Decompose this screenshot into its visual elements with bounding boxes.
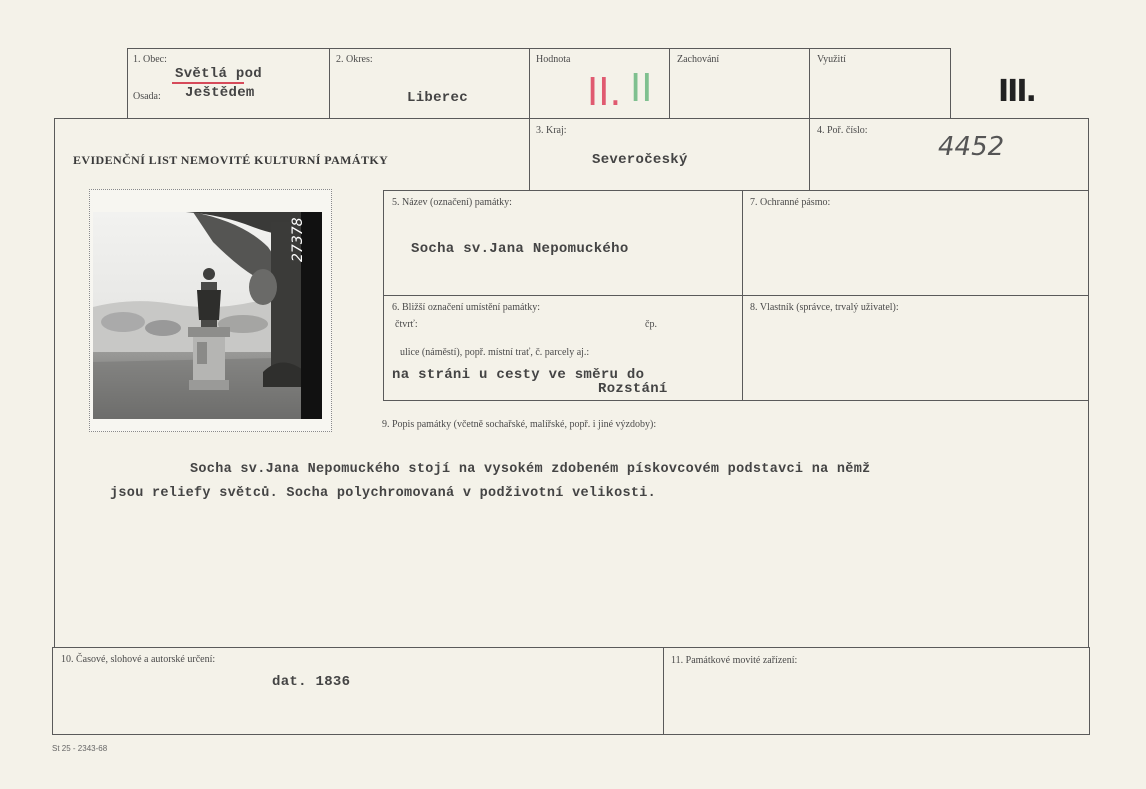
- form-title: EVIDENČNÍ LIST NEMOVITÉ KULTURNÍ PAMÁTKY: [73, 153, 389, 167]
- okres-value: Liberec: [407, 90, 468, 106]
- ctvrt-label: čtvrť:: [395, 319, 418, 330]
- hodnota-green-stamp: II: [630, 66, 653, 110]
- kraj-value: Severočeský: [592, 152, 688, 168]
- zachovani-label: Zachování: [677, 54, 720, 65]
- photo-neg-number: 27378: [290, 217, 306, 262]
- kraj-label: 3. Kraj:: [536, 125, 567, 136]
- category-mark: III.: [998, 74, 1035, 109]
- hodnota-label: Hodnota: [536, 54, 571, 65]
- popis-line1: Socha sv.Jana Nepomuckého stojí na vysokém zdobeném pískovcovém podstavci na němž: [190, 462, 871, 477]
- obec-underline: [172, 82, 244, 84]
- por-cislo-value: 4452: [938, 132, 1005, 162]
- monument-photo: [93, 212, 322, 419]
- popis-label: 9. Popis památky (včetně sochařské, malířské, popř. i jiné výzdoby):: [382, 419, 657, 430]
- ochranne-pasmo-label: 7. Ochranné pásmo:: [750, 197, 831, 208]
- nazev-label: 5. Název (označení) památky:: [392, 197, 512, 208]
- ulice-label: ulice (náměstí), popř. místní trať, č. parcely aj.:: [400, 347, 590, 358]
- umisteni-label: 6. Bližší označení umístění památky:: [392, 302, 541, 313]
- obec-value: Světlá pod: [175, 66, 263, 82]
- osada-label: Osada:: [133, 91, 161, 102]
- umisteni-value-line1: na stráni u cesty ve směru do: [392, 367, 645, 383]
- okres-label: 2. Okres:: [336, 54, 373, 65]
- urceni-value: dat. 1836: [272, 674, 351, 690]
- nazev-value: Socha sv.Jana Nepomuckého: [411, 241, 629, 257]
- vyuziti-label: Využití: [817, 54, 846, 65]
- hodnota-red-stamp: II.: [587, 70, 622, 114]
- cp-label: čp.: [645, 319, 657, 330]
- urceni-label: 10. Časové, slohové a autorské určení:: [61, 654, 216, 665]
- zarizeni-label: 11. Památkové movité zařízení:: [671, 655, 798, 666]
- vlastnik-label: 8. Vlastník (správce, trvalý uživatel):: [750, 302, 899, 313]
- obec-label: 1. Obec:: [133, 54, 167, 65]
- osada-value: Ještědem: [185, 85, 255, 101]
- por-cislo-label: 4. Poř. číslo:: [817, 125, 868, 136]
- popis-line2: jsou reliefy světců. Socha polychromovaná v podživotní velikosti.: [110, 486, 657, 501]
- footer-code: St 25 - 2343-68: [52, 744, 108, 753]
- umisteni-value-line2: Rozstání: [598, 381, 668, 397]
